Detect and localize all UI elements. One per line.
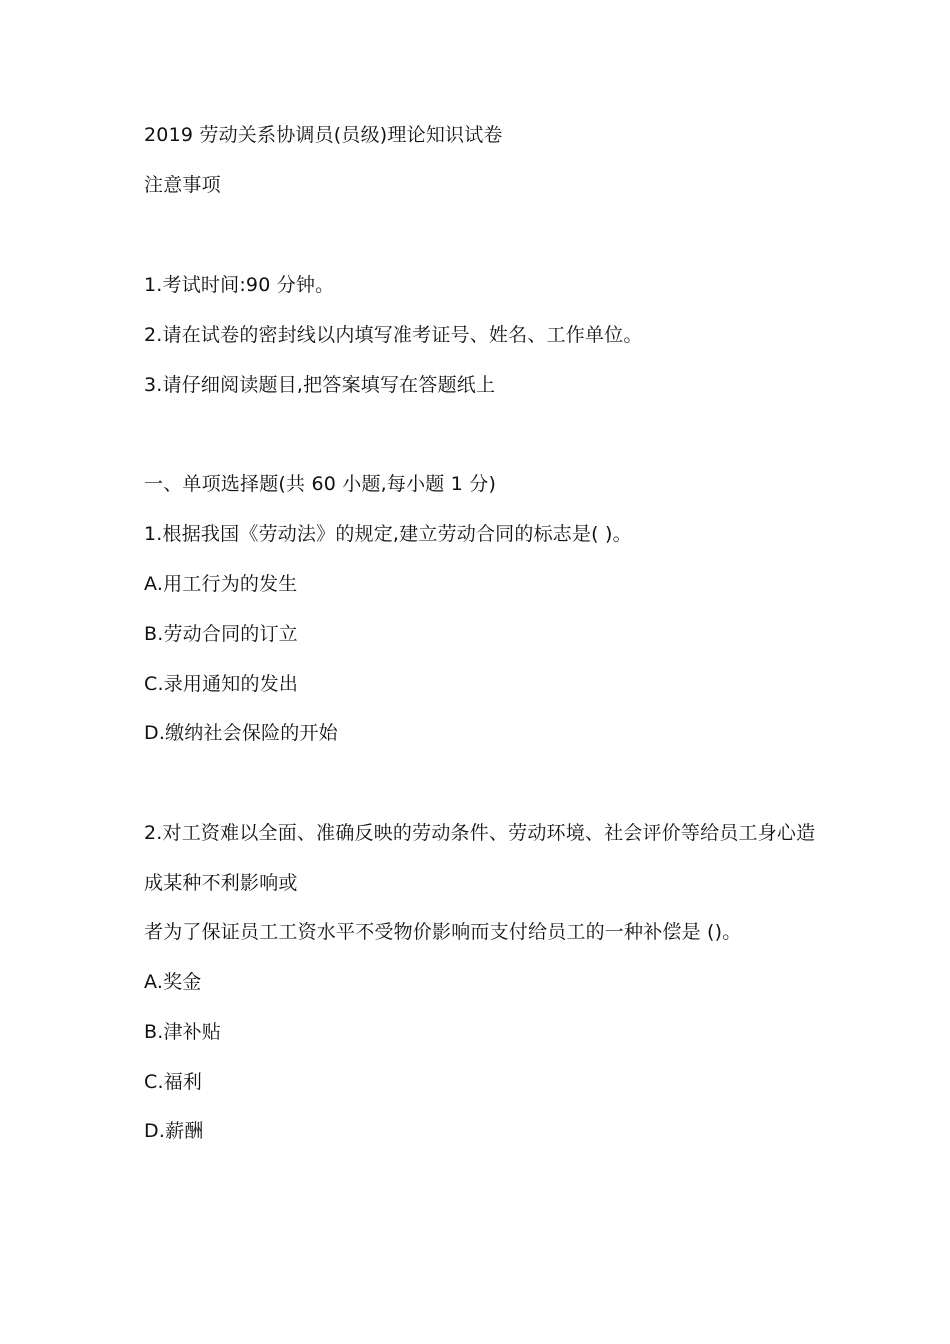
question-option: C.录用通知的发出 [144,673,299,695]
document-title: 2019 劳动关系协调员(员级)理论知识试卷 [144,124,503,146]
notice-item: 1.考试时间:90 分钟。 [144,274,335,296]
question-option: B.劳动合同的订立 [144,623,298,645]
notice-item: 3.请仔细阅读题目,把答案填写在答题纸上 [144,374,496,396]
question-option: D.缴纳社会保险的开始 [144,722,338,744]
question-option: C.福利 [144,1071,203,1093]
question-stem: 者为了保证员工工资水平不受物价影响而支付给员工的一种补偿是 ()。 [144,921,742,943]
question-stem: 1.根据我国《劳动法》的规定,建立劳动合同的标志是( )。 [144,523,632,545]
question-option: A.用工行为的发生 [144,573,298,595]
notice-heading: 注意事项 [144,174,221,196]
question-option: D.薪酬 [144,1120,204,1142]
question-option: B.津补贴 [144,1021,222,1043]
section-heading: 一、单项选择题(共 60 小题,每小题 1 分) [144,473,497,495]
notice-item: 2.请在试卷的密封线以内填写准考证号、姓名、工作单位。 [144,324,643,346]
question-option: A.奖金 [144,971,202,993]
question-stem: 2.对工资难以全面、准确反映的劳动条件、劳动环境、社会评价等给员工身心造 [144,822,816,844]
question-stem: 成某种不利影响或 [144,872,298,894]
